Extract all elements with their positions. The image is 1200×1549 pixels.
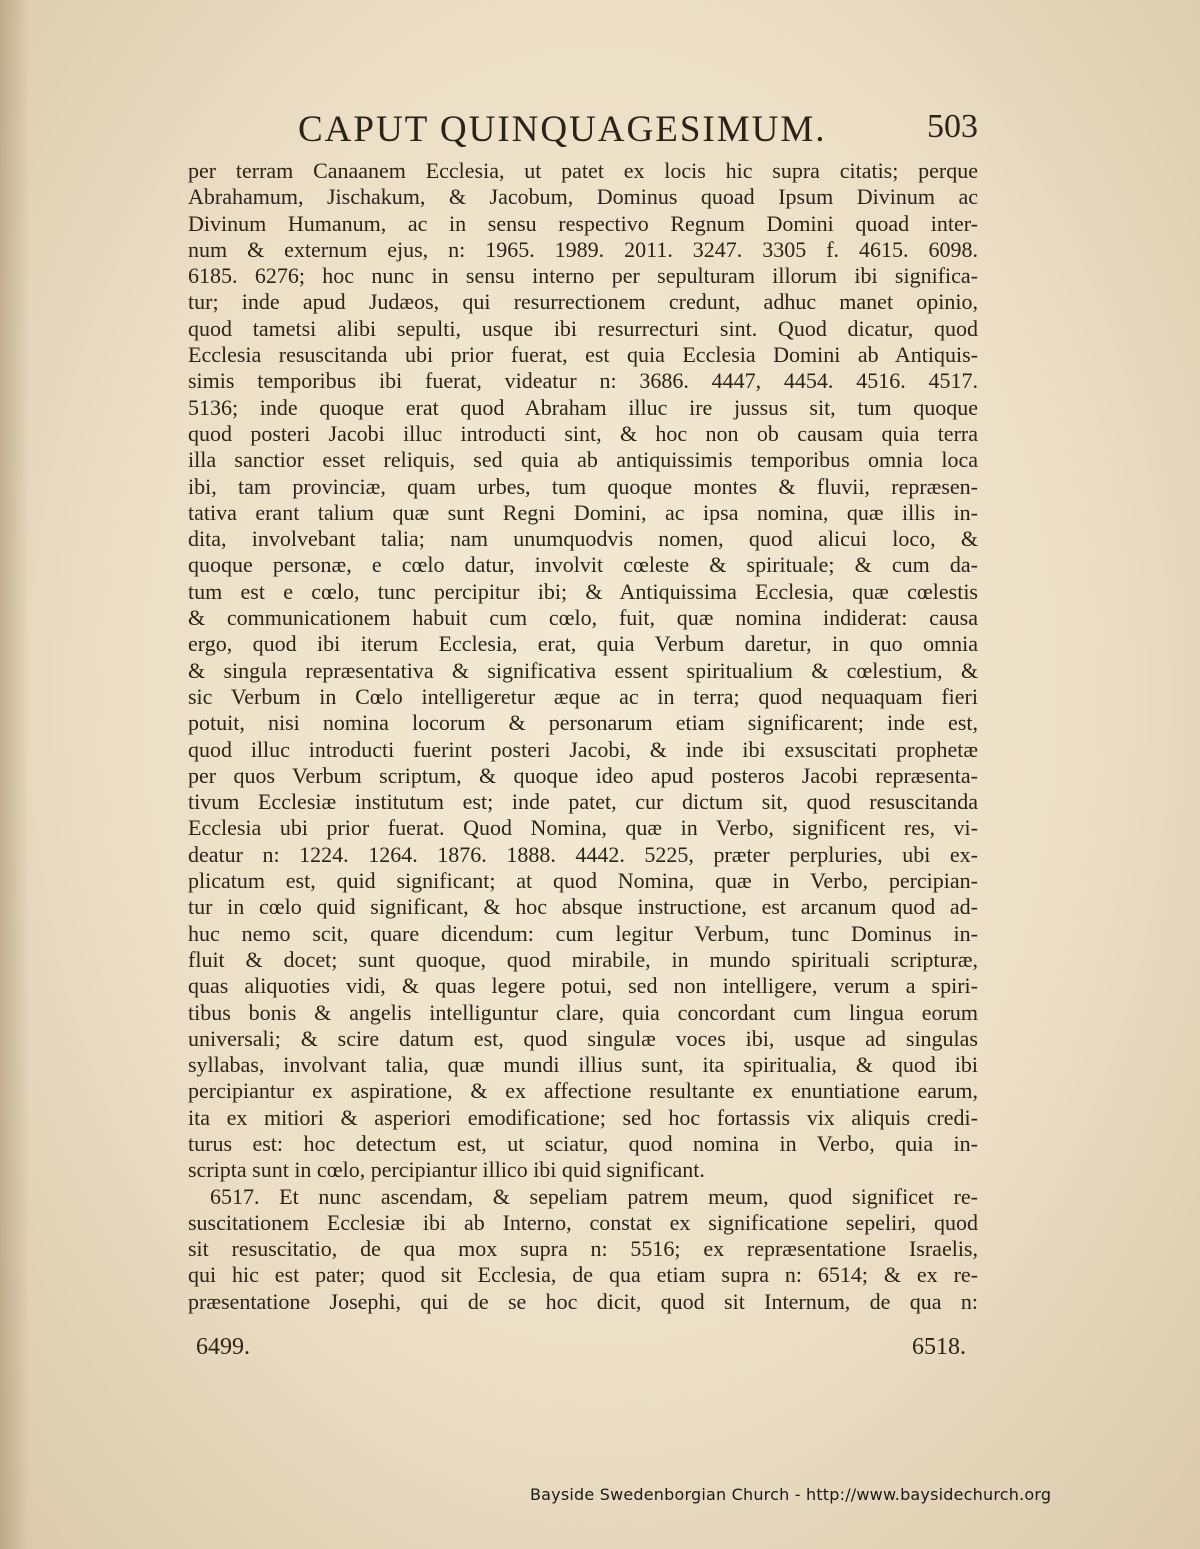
text-line: tativa erant talium quæ sunt Regni Domini, ac ipsa nomina, quæ illis in- <box>188 499 978 525</box>
text-line: Ecclesia resuscitanda ubi prior fuerat, est quia Ecclesia Domini ab Antiquis- <box>188 342 978 368</box>
text-line: plicatum est, quid significant; at quod Nomina, quæ in Verbo, percipian- <box>188 868 978 894</box>
text-line: potuit, nisi nomina locorum & personarum etiam significarent; inde est, <box>188 710 978 736</box>
text-line: Divinum Humanum, ac in sensu respectivo Regnum Domini quoad inter- <box>188 210 978 236</box>
text-line: sic Verbum in Cœlo intelligeretur æque ac in terra; quod nequaquam fieri <box>188 683 978 709</box>
text-line: quod illuc introducti fuerint posteri Jacobi, & inde ibi exsuscitati prophetæ <box>188 736 978 762</box>
text-line: tum est e cœlo, tunc percipitur ibi; & Antiquissima Ecclesia, quæ cœlestis <box>188 578 978 604</box>
page-edge-shadow <box>0 0 30 1549</box>
text-line: huc nemo scit, quare dicendum: cum legitur Verbum, tunc Dominus in- <box>188 920 978 946</box>
paragraph-6517-start: 6517. Et nunc ascendam, & sepeliam patrem meum, quod significet re- <box>210 1183 978 1209</box>
text-line: qui hic est pater; quod sit Ecclesia, de qua etiam supra n: 6514; & ex re- <box>188 1262 978 1288</box>
text-line: quod posteri Jacobi illuc introducti sint, & hoc non ob causam quia terra <box>188 420 978 446</box>
text-line: ergo, quod ibi iterum Ecclesia, erat, quia Verbum daretur, in quo omnia <box>188 631 978 657</box>
text-line: per quos Verbum scriptum, & quoque ideo apud posteros Jacobi repræsenta- <box>188 762 978 788</box>
text-line: ita ex mitiori & asperiori emodificatione; sed hoc fortassis vix aliquis credi- <box>188 1104 978 1130</box>
text-line: 6185. 6276; hoc nunc in sensu interno per sepulturam illorum ibi significa- <box>188 263 978 289</box>
text-line: quoque personæ, e cœlo datur, involvit cœleste & spirituale; & cum da- <box>188 552 978 578</box>
body-text <box>188 158 978 1315</box>
text-line: 5136; inde quoque erat quod Abraham illuc ire jussus sit, tum quoque <box>188 394 978 420</box>
page-number: 503 <box>927 108 978 145</box>
text-line: num & externum ejus, n: 1965. 1989. 2011. 3247. 3305 f. 4615. 6098. <box>188 236 978 262</box>
text-line: fluit & docet; sunt quoque, quod mirabile, in mundo spirituali scripturæ, <box>188 946 978 972</box>
text-line: & singula repræsentativa & significativa essent spiritualium & cœlestium, & <box>188 657 978 683</box>
text-line: suscitationem Ecclesiæ ibi ab Interno, constat ex significatione sepeliri, quod <box>188 1209 978 1235</box>
text-line: scripta sunt in cœlo, percipiantur illico ibi quid significant. <box>188 1157 705 1183</box>
text-line: & communicationem habuit cum cœlo, fuit, quæ nomina indiderat: causa <box>188 605 978 631</box>
text-line: quod tametsi alibi sepulti, usque ibi resurrecturi sint. Quod dicatur, quod <box>188 315 978 341</box>
text-line: tur; inde apud Judæos, qui resurrectionem credunt, adhuc manet opinio, <box>188 289 978 315</box>
text-line: Abrahamum, Jischakum, & Jacobum, Dominus quoad Ipsum Divinum ac <box>188 184 978 210</box>
text-line: deatur n: 1224. 1264. 1876. 1888. 4442. 5225, præter perpluries, ubi ex- <box>188 841 978 867</box>
text-line: tivum Ecclesiæ institutum est; inde patet, cur dictum sit, quod resuscitanda <box>188 789 978 815</box>
text-line: ibi, tam provinciæ, quam urbes, tum quoque montes & fluvii, repræsen- <box>188 473 978 499</box>
text-line: quas aliquoties vidi, & quas legere potui, sed non intelligere, verum a spiri- <box>188 973 978 999</box>
page-header <box>298 108 978 158</box>
catchword: 6518. <box>912 1334 966 1360</box>
text-line: dita, involvebant talia; nam unumquodvis nomen, quod alicui loco, & <box>188 526 978 552</box>
text-line: simis temporibus ibi fuerat, videatur n: 3686. 4447, 4454. 4516. 4517. <box>188 368 978 394</box>
text-line: syllabas, involvant talia, quæ mundi illius sunt, ita spiritualia, & quod ibi <box>188 1052 978 1078</box>
reference-continuation: 6499. <box>196 1334 250 1360</box>
text-line: præsentatione Josephi, qui de se hoc dicit, quod sit Internum, de qua n: <box>188 1288 978 1314</box>
text-line: Ecclesia ubi prior fuerat. Quod Nomina, quæ in Verbo, significent res, vi- <box>188 815 978 841</box>
running-head: CAPUT QUINQUAGESIMUM. <box>298 109 827 150</box>
text-line: tur in cœlo quid significant, & hoc absque instructione, est arcanum quod ad- <box>188 894 978 920</box>
text-line: turus est: hoc detectum est, ut sciatur, quod nomina in Verbo, quia in- <box>188 1130 978 1156</box>
text-line: tibus bonis & angelis intelliguntur clare, quia concordant cum lingua eorum <box>188 999 978 1025</box>
watermark-credit: Bayside Swedenborgian Church - http://www.baysidechurch.org <box>530 1485 1052 1504</box>
text-line: percipiantur ex aspiratione, & ex affectione resultante ex enuntiatione earum, <box>188 1078 978 1104</box>
text-line: sit resuscitatio, de qua mox supra n: 5516; ex repræsentatione Israelis, <box>188 1236 978 1262</box>
text-line: universali; & scire datum est, quod singulæ voces ibi, usque ad singulas <box>188 1025 978 1051</box>
text-line: per terram Canaanem Ecclesia, ut patet ex locis hic supra citatis; perque <box>188 158 978 183</box>
text-line: illa sanctior esset reliquis, sed quia ab antiquissimis temporibus omnia loca <box>188 447 978 473</box>
